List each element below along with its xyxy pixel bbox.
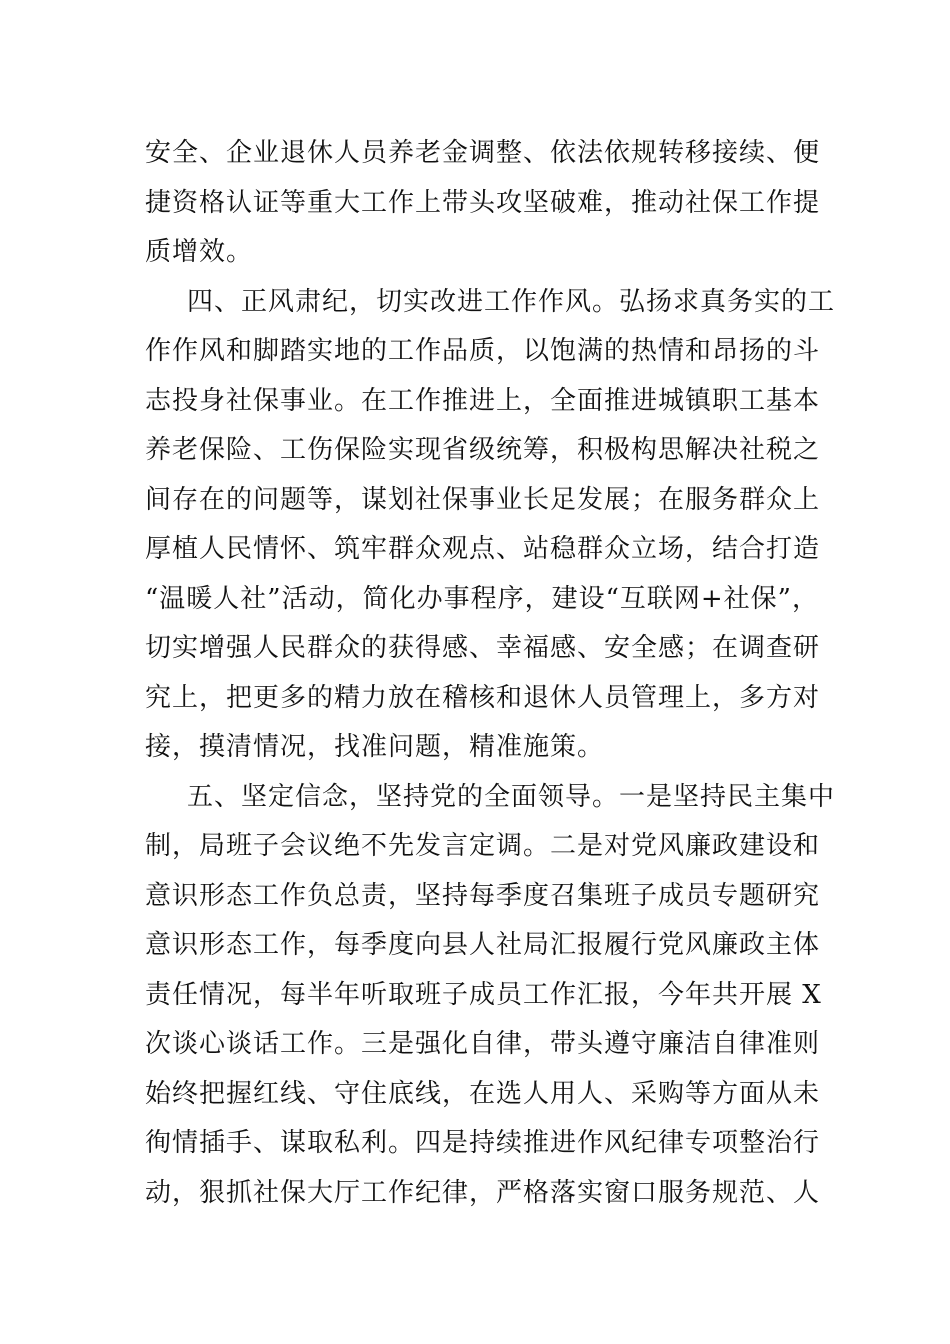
- text-line: 养老保险、工伤保险实现省级统筹，积极构思解决社税之: [145, 435, 821, 465]
- text-line: 捷资格认证等重大工作上带头攻坚破难，推动社保工作提: [145, 187, 821, 218]
- text-line: 责任情况，每半年听取班子成员工作汇报，今年共开展 X: [145, 979, 822, 1010]
- text-line: 安全、企业退休人员养老金调整、依法依规转移接续、便: [145, 138, 821, 168]
- text-line: 制，局班子会议绝不先发言定调。二是对党风廉政建设和: [145, 831, 821, 861]
- paragraph-first-line: 四、正风肃纪，切实改进工作作风。弘扬求真务实的工: [187, 286, 836, 317]
- paragraph-first-line: 五、坚定信念，坚持党的全面领导。一是坚持民主集中: [187, 781, 836, 812]
- text-line: 志投身社保事业。在工作推进上，全面推进城镇职工基本: [145, 385, 821, 416]
- text-line: 厚植人民情怀、筑牢群众观点、站稳群众立场，结合打造: [145, 534, 821, 564]
- text-line: 质增效。: [145, 237, 254, 267]
- text-line: 意识形态工作负总责，坚持每季度召集班子成员专题研究: [145, 880, 821, 911]
- text-line: “温暖人社”活动，简化办事程序，建设“互联网+社保”，: [145, 583, 819, 614]
- text-line: 作作风和脚踏实地的工作品质，以饱满的热情和昂扬的斗: [145, 336, 821, 366]
- text-line: 间存在的问题等，谋划社保事业长足发展；在服务群众上: [145, 484, 821, 515]
- text-line: 动，狠抓社保大厅工作纪律，严格落实窗口服务规范、人: [145, 1177, 821, 1208]
- text-line: 次谈心谈话工作。三是强化自律，带头遵守廉洁自律准则: [145, 1029, 821, 1059]
- text-line: 徇情插手、谋取私利。四是持续推进作风纪律专项整治行: [145, 1128, 821, 1158]
- text-line: 接，摸清情况，找准问题，精准施策。: [145, 732, 605, 762]
- text-line: 究上，把更多的精力放在稽核和退休人员管理上，多方对: [145, 682, 821, 713]
- document-body: [145, 129, 836, 1218]
- text-line: 切实增强人民群众的获得感、幸福感、安全感；在调查研: [145, 633, 821, 663]
- text-line: 意识形态工作，每季度向县人社局汇报履行党风廉政主体: [145, 930, 821, 960]
- text-line: 始终把握红线、守住底线，在选人用人、采购等方面从未: [145, 1078, 821, 1109]
